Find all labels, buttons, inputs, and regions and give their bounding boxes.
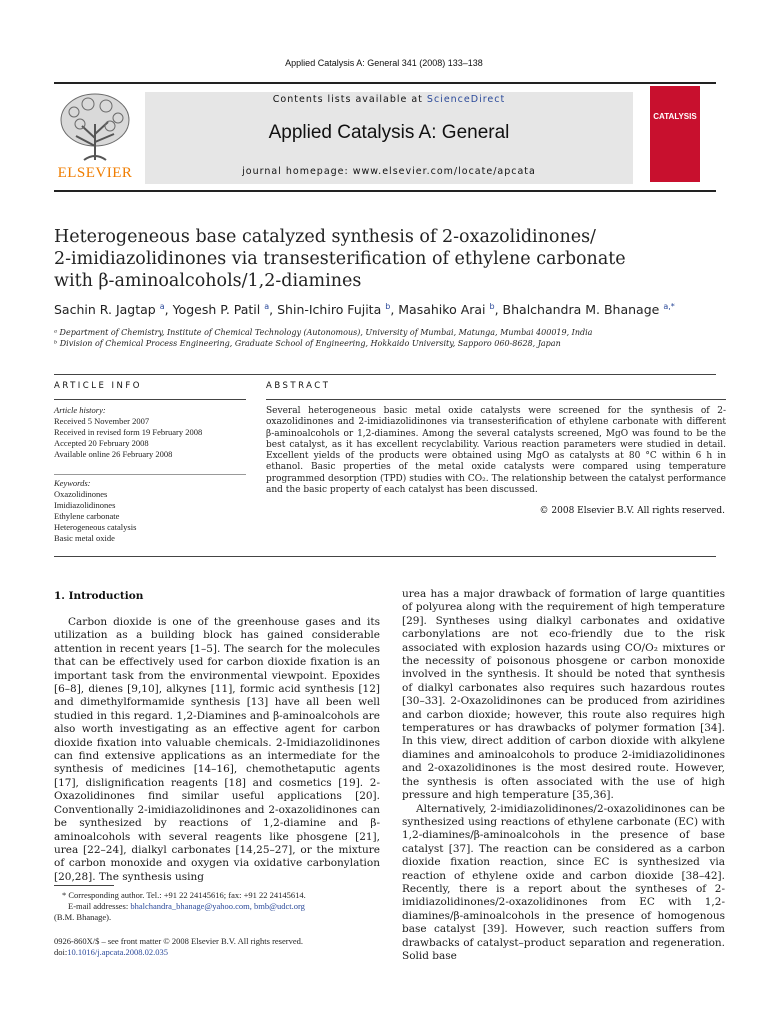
- keyword: Imidiazolidinones: [54, 500, 116, 510]
- journal-name: Applied Catalysis A: General: [268, 122, 510, 143]
- abstract-heading: ABSTRACT: [266, 381, 331, 391]
- article-history-label: Article history:: [54, 405, 106, 415]
- section-rule: [54, 374, 716, 375]
- front-matter-footnote: [54, 936, 414, 958]
- doi-link[interactable]: 10.1016/j.apcata.2008.02.035: [67, 947, 169, 957]
- author-name: Sachin R. Jagtap: [54, 302, 156, 318]
- footnote-rule: [54, 885, 114, 886]
- affiliation-b: ᵇ Division of Chemical Process Engineering, Graduate School of Engineering, Hokkaido University, Sapporo 060-8628, Japan: [54, 339, 561, 348]
- article-history: [54, 405, 254, 460]
- author-affiliation-mark[interactable]: a: [264, 302, 270, 311]
- contents-prefix: Contents lists available at: [272, 94, 427, 105]
- keyword: Oxazolidinones: [54, 489, 108, 499]
- affiliation-a: ᵃ Department of Chemistry, Institute of Chemical Technology (Autonomous), University of Mumbai, Matunga, Mumbai 400019, India: [54, 328, 593, 337]
- journal-cover-thumbnail: [650, 86, 700, 182]
- author-name: Yogesh P. Patil: [172, 302, 261, 318]
- body-paragraph: urea has a major drawback of formation of large quantities of polyurea along with the requirement of high temperature [29]. Syntheses using dialkyl carbonates and oxidative carbonylations are not eco-friendly due to the risk associated with explosion hazards using CO/O₂ mixtures or the necessity of poisonous phosgene or carbon monoxide involved in the synthesis. It should be noted that synthesis of dialkyl carbonates also requires such hazardous routes [30–33]. 2-Oxazolidinones can be produced from aziridines and carbon dioxide; however, this route also requires high temperatures or has drawbacks of polymer formation [34]. In this view, direct addition of carbon dioxide with alkylene diamines and aminoalcohols to produce 2-imidiazolidinones and 2-oxazolidinones is the most desired route. However, the synthesis is often associated with the use of high pressure and high temperature [35,36].: [402, 588, 725, 802]
- history-entry: Available online 26 February 2008: [54, 449, 173, 459]
- article-title-line: 2-imidiazolidinones via transesterification of ethylene carbonate: [54, 249, 626, 269]
- article-title-line: Heterogeneous base catalyzed synthesis of 2-oxazolidinones/: [54, 227, 596, 247]
- sciencedirect-link[interactable]: ScienceDirect: [426, 94, 506, 105]
- section-rule: [54, 556, 716, 557]
- author-affiliation-mark[interactable]: a,*: [663, 302, 675, 311]
- keyword: Basic metal oxide: [54, 533, 115, 543]
- doi-label: doi:: [54, 947, 68, 957]
- issn-line: 0926-860X/$ – see front matter © 2008 Elsevier B.V. All rights reserved.: [54, 936, 303, 946]
- author-affiliation-mark[interactable]: b: [489, 302, 495, 311]
- article-info-rule: [54, 399, 246, 400]
- author-affiliation-mark[interactable]: b: [385, 302, 391, 311]
- keyword: Ethylene carbonate: [54, 511, 120, 521]
- elsevier-wordmark: ELSEVIER: [57, 165, 133, 181]
- author-name: Bhalchandra M. Bhanage: [502, 302, 660, 318]
- author-affiliation-mark[interactable]: a: [159, 302, 165, 311]
- author-list: Sachin R. Jagtap $^a$, Yogesh P. Patil $^a$, Shin-Ichiro Fujita $^b$, Masahiko Arai $^b$, Bhalchandra M. Bhanage $^{a,*}$: [54, 302, 675, 318]
- email-label: E-mail addresses:: [68, 901, 131, 911]
- author-name: Masahiko Arai: [398, 302, 486, 318]
- header-top-rule: [54, 82, 716, 84]
- header-bottom-rule: [54, 190, 716, 192]
- abstract-body: Several heterogeneous basic metal oxide catalysts were screened for the synthesis of 2-oxazolidinones and 2-imidiazolidinones via transesterification of ethylene carbonate with different β-aminoalcohols or 1,2-diamines. Among the several catalysts screened, MgO was found to be the best catalyst, as it has excellent recyclability. Various reaction parameters were studied in detail. Excellent yields of the products were obtained using MgO as catalysts at 80 °C within 6 h in ethanol. Basic properties of the metal oxide catalysts were compared using temperature programmed desorption (TPD) studies with CO₂. The relationship between the catalyst performance and the basic property of each catalyst has been discussed.: [266, 406, 726, 496]
- doi-line: [54, 947, 414, 958]
- body-paragraph: Alternatively, 2-imidiazolidinones/2-oxazolidinones can be synthesized using reactions of ethylene carbonate (EC) with 1,2-diamines/β-aminoalcohols in the presence of base catalyst [37]. The reaction can be considered as a carbon dioxide fixation reaction, since EC is synthesized via reaction of ethylene oxide and carbon dioxide [38–42]. Recently, there is a report about the syntheses of 2-imidiazolidinones/2-oxazolidinones from EC with 1,2-diamines/β-aminoalcohols in the presence of homogenous base catalyst [39]. However, such reaction suffers from drawbacks of catalyst–product separation and regeneration. Solid base: [402, 802, 725, 962]
- running-head: Applied Catalysis A: General 341 (2008) 133–138: [285, 58, 483, 68]
- corresponding-author-footnote: [54, 890, 394, 923]
- contents-available-line: [145, 94, 633, 105]
- history-entry: Received in revised form 19 February 2008: [54, 427, 203, 437]
- body-column-left: [54, 616, 380, 884]
- history-entry: Received 5 November 2007: [54, 416, 150, 426]
- history-entry: Accepted 20 February 2008: [54, 438, 149, 448]
- keyword: Heterogeneous catalysis: [54, 522, 137, 532]
- abstract-rule: [266, 399, 726, 400]
- email-owner: (B.M. Bhanage).: [54, 912, 112, 922]
- author-name: Shin-Ichiro Fujita: [277, 302, 382, 318]
- email-line: [54, 901, 394, 912]
- corresponding-author-line: * Corresponding author. Tel.: +91 22 24145616; fax: +91 22 24145614.: [62, 890, 306, 900]
- article-title: [54, 226, 694, 292]
- keywords: [54, 478, 254, 544]
- article-title-line: with β-aminoalcohols/1,2-diamines: [54, 271, 362, 291]
- journal-homepage-link[interactable]: journal homepage: www.elsevier.com/locate/apcata: [242, 166, 536, 177]
- body-column-right: [402, 588, 725, 963]
- abstract-copyright: © 2008 Elsevier B.V. All rights reserved.: [539, 506, 725, 516]
- email-links[interactable]: bhalchandra_bhanage@yahoo.com, bmb@udct.org: [130, 901, 305, 911]
- section-heading-introduction: 1. Introduction: [54, 590, 144, 602]
- body-paragraph: Carbon dioxide is one of the greenhouse gases and its utilization as a building block has gained considerable attention in recent years [1–5]. The search for the molecules that can be effectively used for carbon dioxide fixation is an important task from the environmental viewpoint. Epoxides [6–8], dienes [9,10], alkynes [11], formic acid synthesis [12] and dimethylformamide synthesis [13] have all been well studied in this regard. 1,2-Diamines and β-aminoalcohols are also worth investigating as an effective agent for carbon dioxide fixation into valuable chemicals. 2-Imidiazolidinones can find extensive applications as an intermediate for the synthesis of medicines [14–16], chemothetaputic agents [17], dislignification reagents [18] and cosmetics [19]. 2-Oxazolidinones find similar useful applications [20]. Conventionally 2-imidiazolidinones and 2-oxazolidinones can be synthesized by reactions of 1,2-diamine and β-aminoalcohols with several reagents like phosgene [21], urea [22–24], dialkyl carbonates [14,25–27], or the mixture of carbon monoxide and oxygen via oxidative carbonylation [20,28]. The synthesis using: [54, 616, 380, 883]
- keywords-rule: [54, 474, 246, 475]
- keywords-label: Keywords:: [54, 478, 91, 488]
- article-info-heading: ARTICLE INFO: [54, 381, 142, 391]
- journal-cover-title: CATALYSIS: [653, 112, 697, 121]
